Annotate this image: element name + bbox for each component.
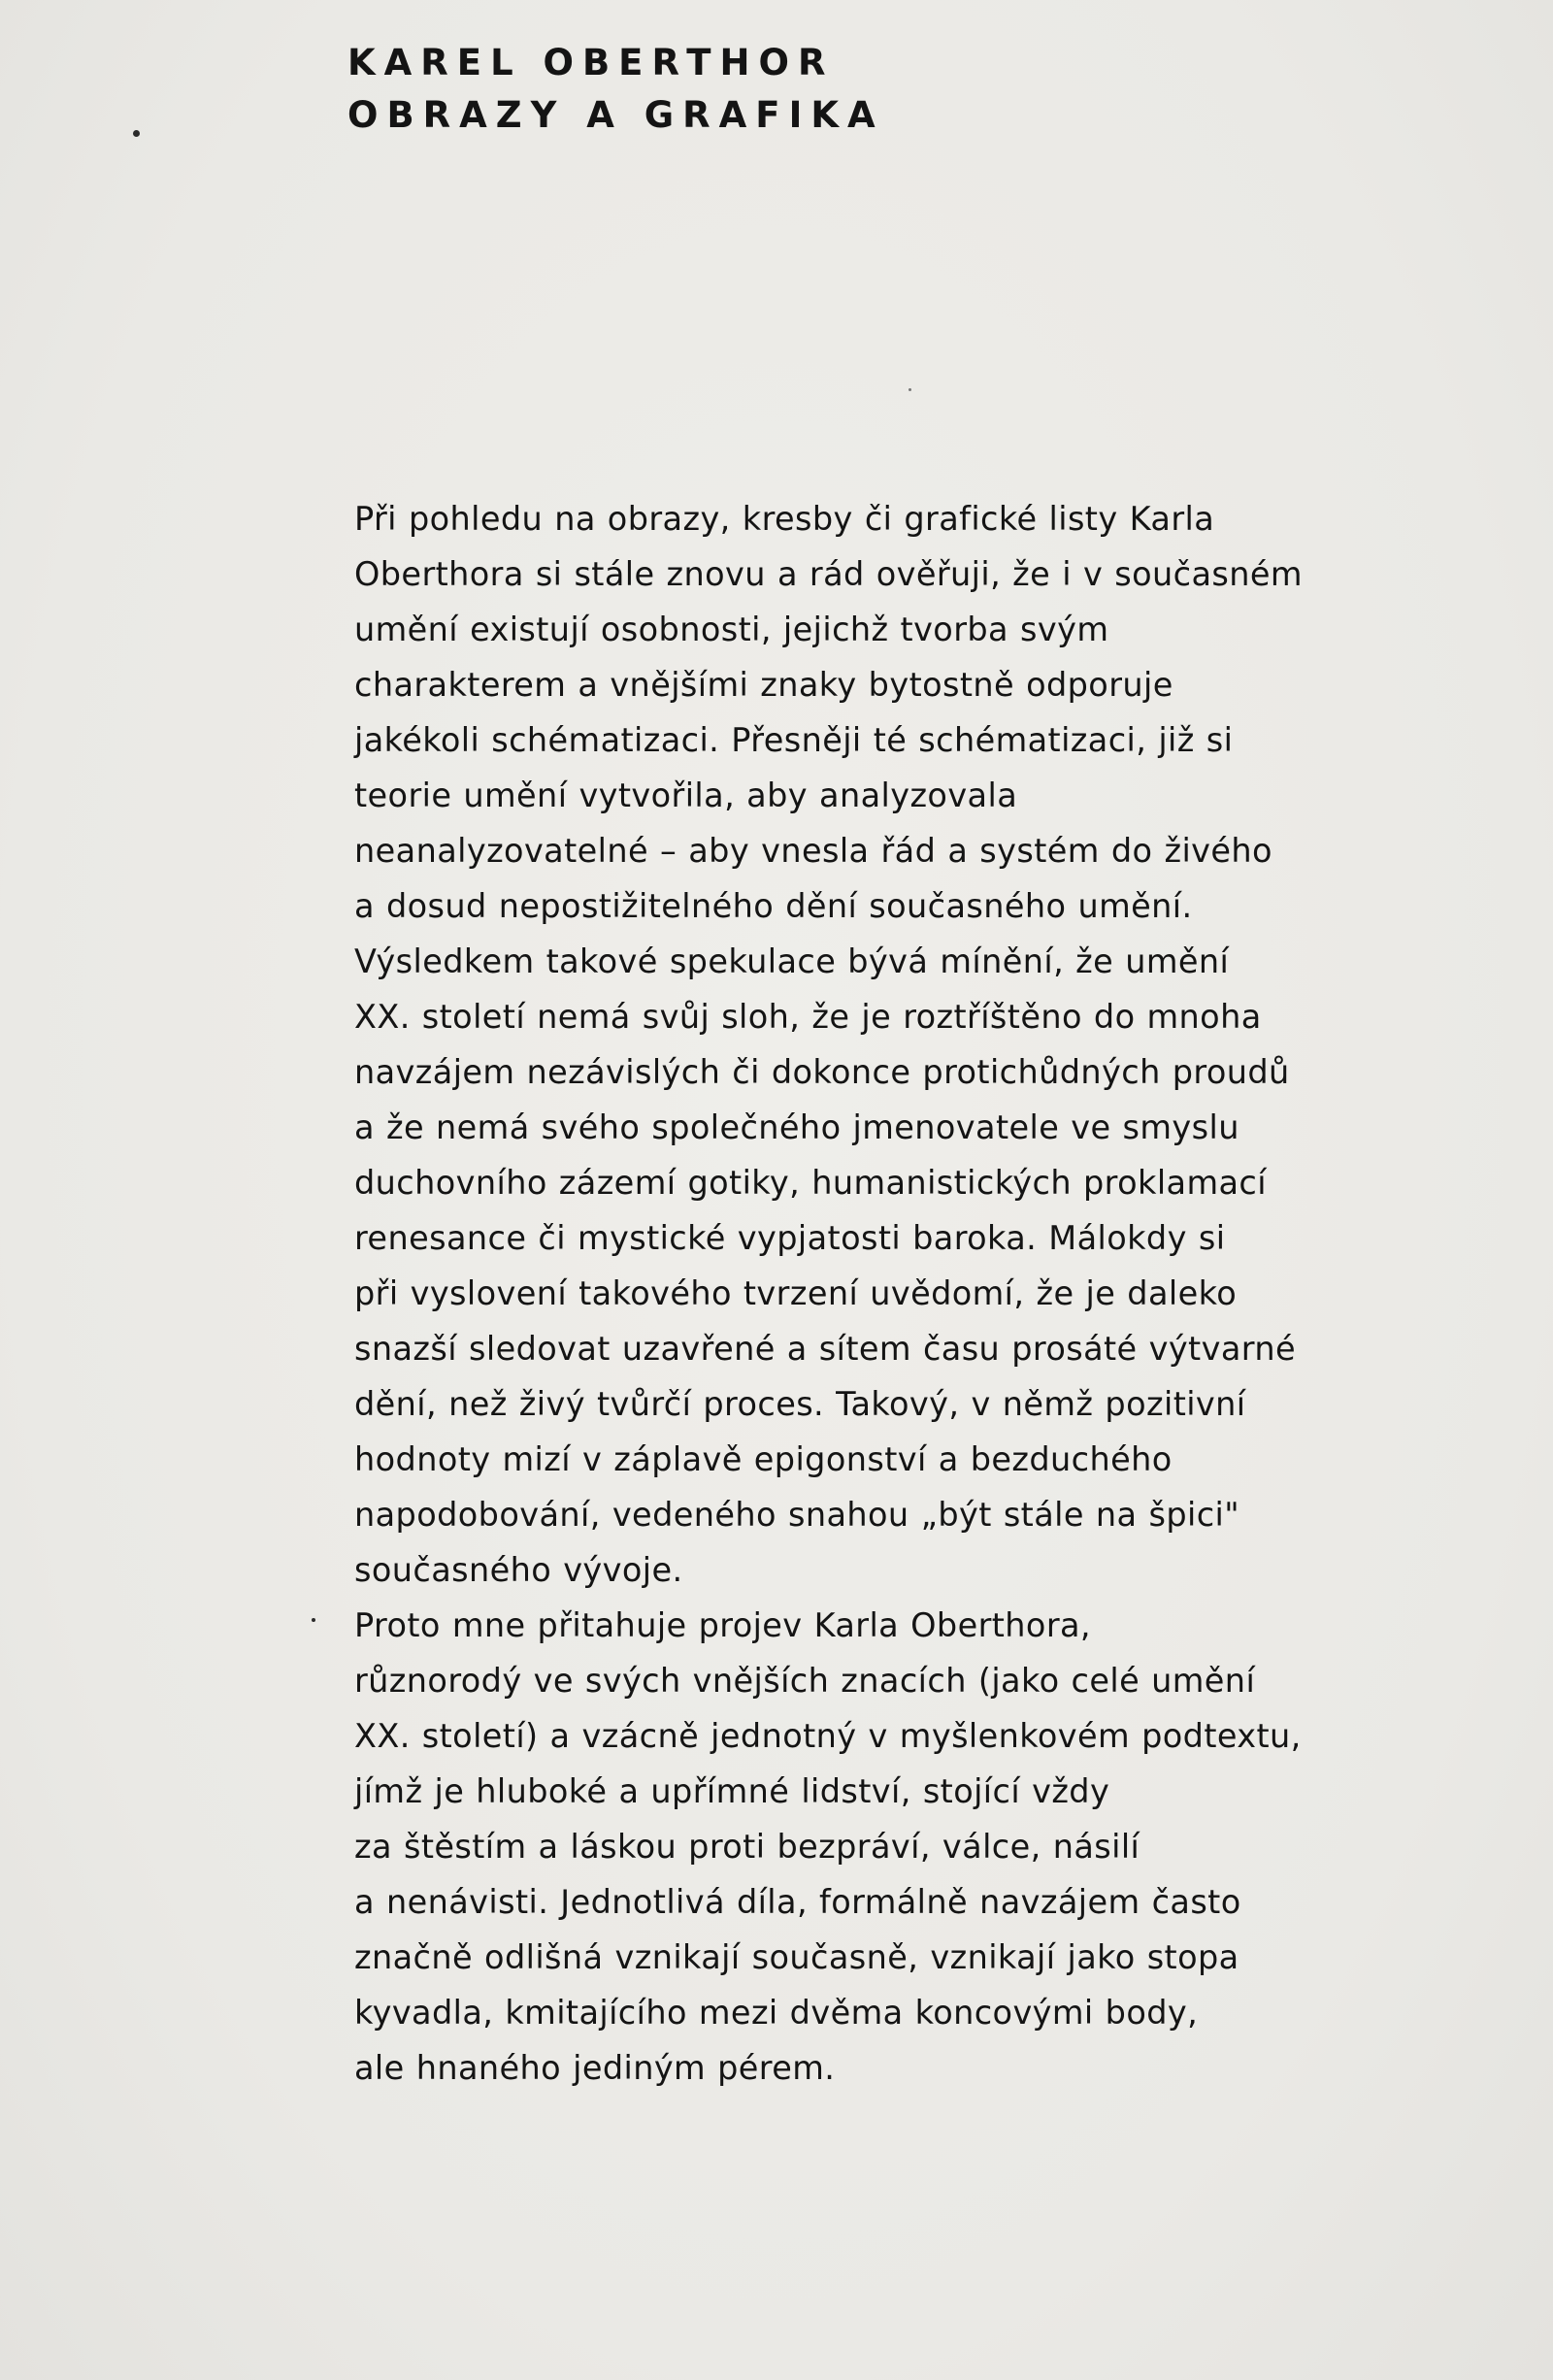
text-line: značně odlišná vznikají současně, vznikají jako stopa — [354, 1938, 1239, 1976]
body-text — [354, 491, 1373, 2096]
text-line: duchovního zázemí gotiky, humanistických proklamací — [354, 1164, 1267, 1202]
print-speck — [312, 1618, 315, 1622]
book-title: OBRAZY A GRAFIKA — [347, 94, 884, 136]
text-line: XX. století) a vzácně jednotný v myšlenkovém podtextu, — [354, 1717, 1302, 1755]
text-line: Výsledkem takové spekulace bývá mínění, že umění — [354, 942, 1230, 980]
text-line: Proto mne přitahuje projev Karla Oberthora, — [354, 1606, 1091, 1644]
text-line: jímž je hluboké a upřímné lidství, stojící vždy — [354, 1772, 1110, 1810]
text-line: za štěstím a láskou proti bezpráví, válce, násilí — [354, 1828, 1140, 1866]
text-line: hodnoty mizí v záplavě epigonství a bezduchého — [354, 1440, 1173, 1478]
text-line: neanalyzovatelné – aby vnesla řád a systém do živého — [354, 832, 1272, 870]
title-block — [347, 42, 1221, 136]
text-line: současného vývoje. — [354, 1551, 683, 1589]
text-line: při vyslovení takového tvrzení uvědomí, že je daleko — [354, 1274, 1238, 1312]
text-line: jakékoli schématizaci. Přesněji té schématizaci, již si — [354, 721, 1234, 759]
text-line: umění existují osobnosti, jejichž tvorba svým — [354, 611, 1109, 648]
text-line: ale hnaného jediným pérem. — [354, 2049, 836, 2087]
text-line: a dosud nepostižitelného dění současného umění. — [354, 887, 1193, 925]
print-speck — [909, 388, 911, 391]
text-line: Při pohledu na obrazy, kresby či grafické listy Karla — [354, 500, 1215, 538]
text-line: teorie umění vytvořila, aby analyzovala — [354, 777, 1018, 814]
text-line: XX. století nemá svůj sloh, že je roztříštěno do mnoha — [354, 998, 1262, 1036]
author-name: KAREL OBERTHOR — [347, 42, 835, 83]
text-line: a že nemá svého společného jmenovatele ve smyslu — [354, 1108, 1239, 1146]
text-line: Oberthora si stále znovu a rád ověřuji, že i v současném — [354, 555, 1303, 593]
text-line: dění, než živý tvůrčí proces. Takový, v němž pozitivní — [354, 1385, 1246, 1423]
text-line: různorodý ve svých vnějších znacích (jako celé umění — [354, 1662, 1256, 1700]
text-line: a nenávisti. Jednotlivá díla, formálně navzájem často — [354, 1883, 1241, 1921]
print-speck — [133, 130, 140, 137]
text-line: navzájem nezávislých či dokonce protichůdných proudů — [354, 1053, 1290, 1091]
text-line: charakterem a vnějšími znaky bytostně odporuje — [354, 666, 1173, 704]
text-line: snazší sledovat uzavřené a sítem času prosáté výtvarné — [354, 1330, 1296, 1368]
text-line: napodobování, vedeného snahou „být stále na špici" — [354, 1496, 1240, 1534]
text-line: renesance či mystické vypjatosti baroka. Málokdy si — [354, 1219, 1226, 1257]
text-line: kyvadla, kmitajícího mezi dvěma koncovými body, — [354, 1994, 1199, 2032]
